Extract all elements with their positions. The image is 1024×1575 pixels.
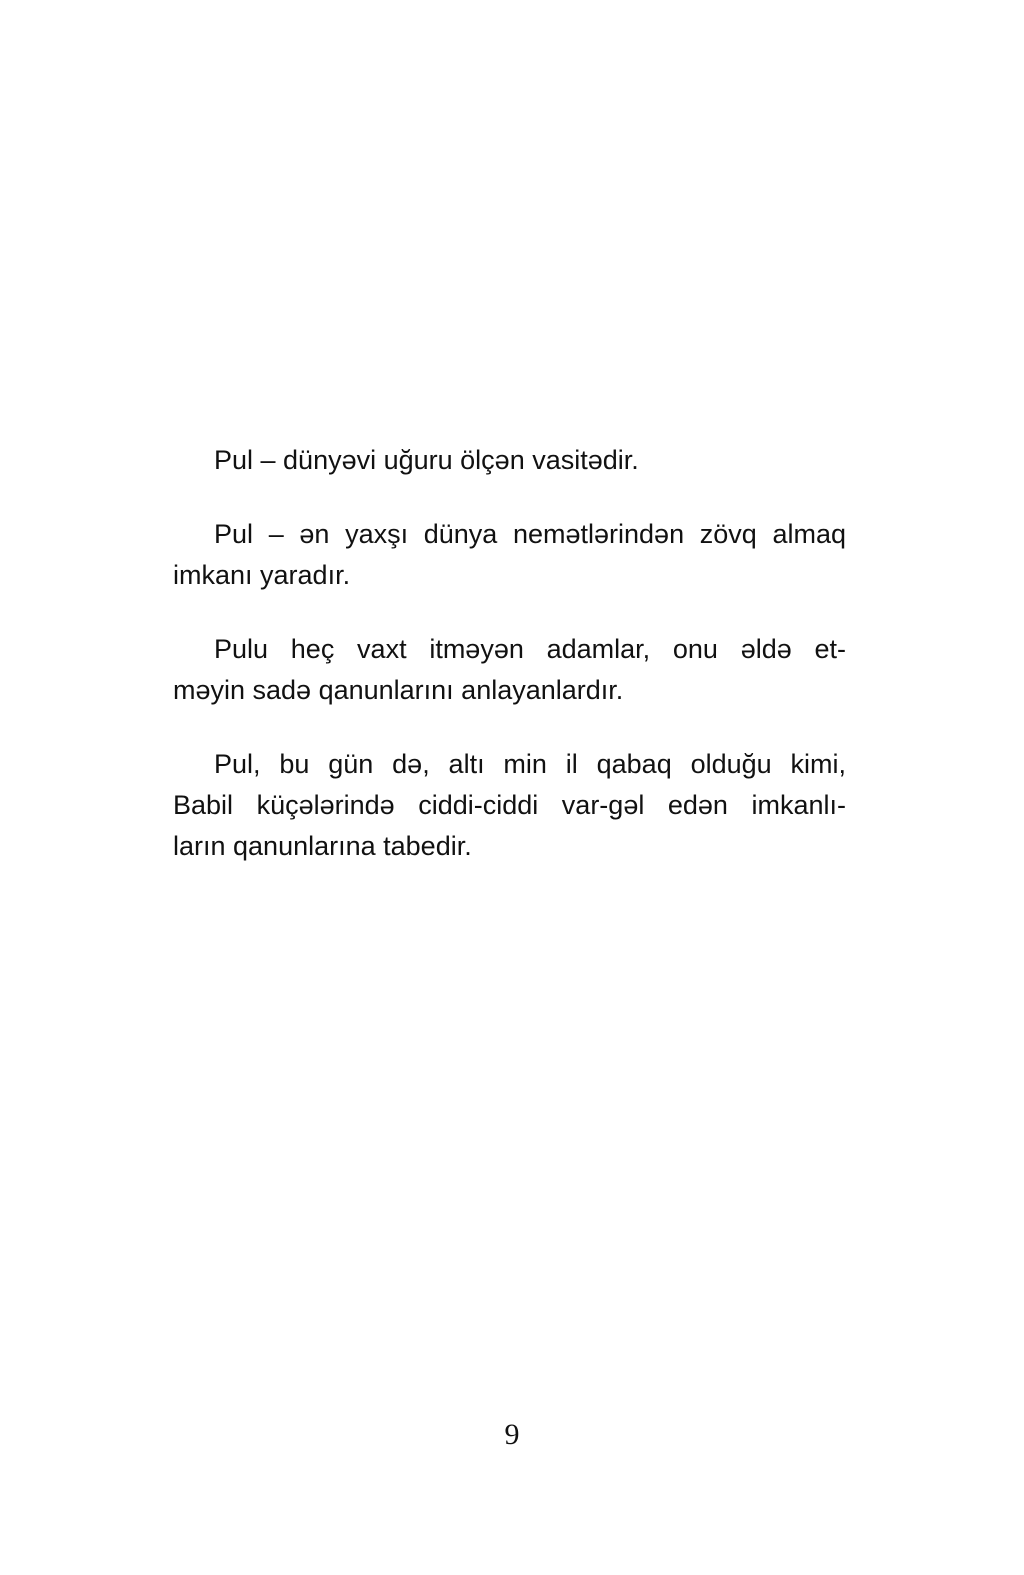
paragraph-line: imkanı yaradır. xyxy=(173,560,351,590)
body-text xyxy=(173,440,846,867)
paragraph-3 xyxy=(173,629,846,711)
paragraph-line: ların qanunlarına tabedir. xyxy=(173,831,472,861)
paragraph-line: Pul, bu gün də, altı min il qabaq olduğu kimi, xyxy=(214,749,846,779)
paragraph-line: Pul – ən yaxşı dünya nemətlərindən zövq almaq xyxy=(214,519,846,549)
paragraph-2 xyxy=(173,514,846,596)
paragraph-1 xyxy=(173,440,846,481)
paragraph-line: Babil küçələrində ciddi-ciddi var-gəl edən imkanlı- xyxy=(173,790,846,820)
page-number: 9 xyxy=(504,1418,520,1451)
paragraph-line: məyin sadə qanunlarını anlayanlardır. xyxy=(173,675,624,705)
paragraph-4 xyxy=(173,744,846,867)
paragraph-line: Pulu heç vaxt itməyən adamlar, onu əldə et- xyxy=(214,634,846,664)
paragraph-line: Pul – dünyəvi uğuru ölçən vasitədir. xyxy=(214,445,639,475)
